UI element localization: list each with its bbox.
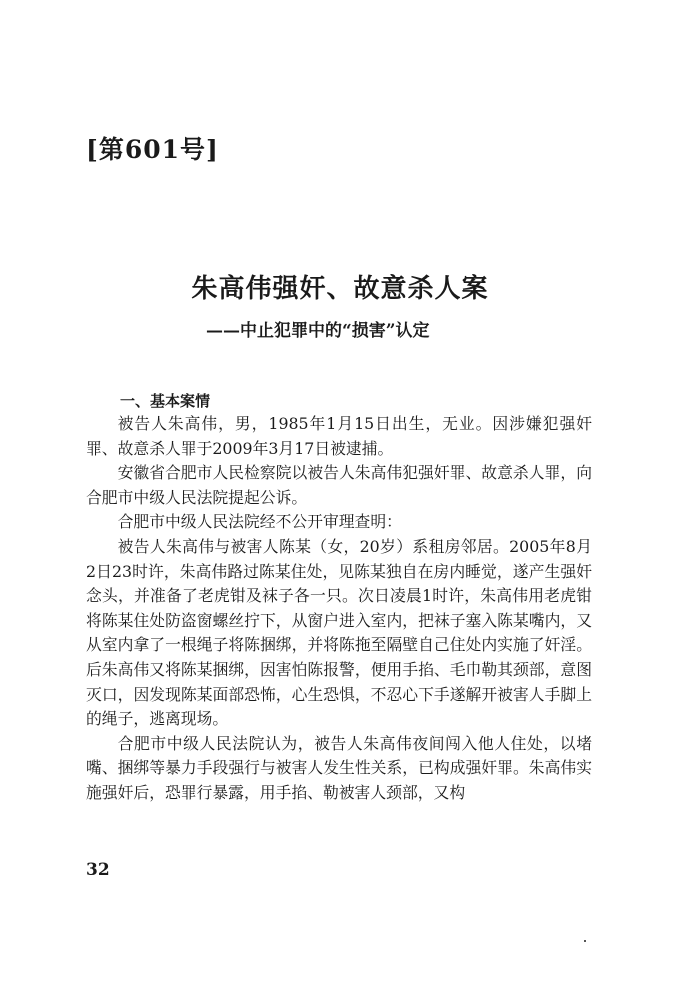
paragraph-defendant-info: 被告人朱高伟，男，1985年1月15日出生，无业。因涉嫌犯强奸罪、故意杀人罪于2009年3月17日被逮捕。 [86, 414, 592, 458]
case-subtitle: ——中止犯罪中的“损害”认定 [206, 321, 430, 341]
paragraph-facts: 被告人朱高伟与被害人陈某（女，20岁）系租房邻居。2005年8月2日23时许，朱高伟路过陈某住处，见陈某独自在房内睡觉，遂产生强奸念头，并准备了老虎钳及袜子各一只。次日凌晨1时许，朱高伟用老虎钳将陈某住处防盗窗螺丝拧下，从窗户进入室内，把袜子塞入陈某嘴内，又从室内拿了一根绳子将陈捆绑，并将陈拖至隔壁自己住处内实施了奸淫。后朱高伟又将陈某捆绑，因害怕陈报警，便用手掐、毛巾勒其颈部，意图灭口，因发现陈某面部恐怖，心生恐惧，不忍心下手遂解开被害人手脚上的绳子，逃离现场。 [86, 536, 592, 729]
paragraph-trial-intro: 合肥市中级人民法院经不公开审理查明： [117, 512, 402, 532]
case-title: 朱高伟强奸、故意杀人案 [191, 274, 489, 304]
case-number: [第601号] [86, 135, 219, 164]
section-heading: 一、基本案情 [120, 392, 211, 410]
body-text [86, 412, 592, 806]
page-number: 32 [86, 860, 110, 880]
paragraph-court-opinion: 合肥市中级人民法院认为，被告人朱高伟夜间闯入他人住处，以堵嘴、捆绑等暴力手段强行与被害人发生性关系，已构成强奸罪。朱高伟实施强奸后，恐罪行暴露，用手掐、勒被害人颈部，又构 [86, 733, 592, 802]
scan-speck [584, 940, 586, 942]
paragraph-prosecution: 安徽省合肥市人民检察院以被告人朱高伟犯强奸罪、故意杀人罪，向合肥市中级人民法院提起公诉。 [86, 463, 592, 507]
